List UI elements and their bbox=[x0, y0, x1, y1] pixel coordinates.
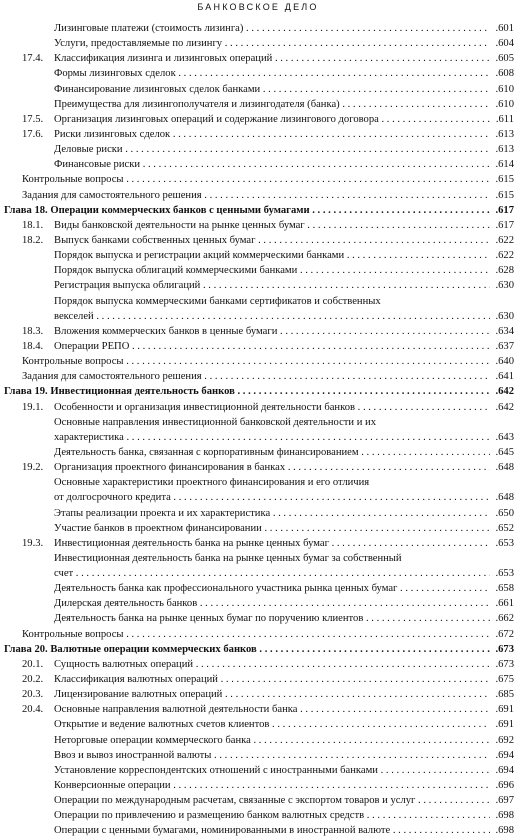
toc-entry-row bbox=[0, 748, 516, 763]
toc-section-number: 19.1. bbox=[22, 401, 44, 413]
toc-entry-title: Глава 20. Валютные операции коммерческих банков . . . bbox=[4, 642, 490, 657]
toc-page-number: .615 bbox=[490, 188, 514, 203]
toc-entry-row bbox=[0, 445, 516, 460]
toc-entry-row bbox=[0, 339, 516, 354]
toc-entry-row bbox=[0, 324, 516, 339]
toc-entry-title: Глава 19. Инвестиционная деятельность банков . . . bbox=[4, 384, 490, 399]
toc-page-number: .601 bbox=[490, 21, 514, 36]
toc-entry-title: Организация проектного финансирования в банках . . . bbox=[54, 460, 490, 475]
toc-entry-row bbox=[0, 733, 516, 748]
toc-page-number: .694 bbox=[490, 748, 514, 763]
toc-page-number: .640 bbox=[490, 354, 514, 369]
toc-page-number: .685 bbox=[490, 687, 514, 702]
toc-entry-row bbox=[0, 172, 516, 187]
toc-entry-row bbox=[0, 142, 516, 157]
toc-entry-row bbox=[0, 430, 516, 445]
toc-page-number: .653 bbox=[490, 536, 514, 551]
toc-entry-row bbox=[0, 672, 516, 687]
toc-chapter-row bbox=[0, 384, 516, 399]
toc-entry-row bbox=[0, 793, 516, 808]
toc-section-number: 17.5. bbox=[22, 113, 44, 125]
toc-page-number: .691 bbox=[490, 717, 514, 732]
toc-entry-title: Основные характеристики проектного финансирования и его отличия bbox=[54, 477, 370, 489]
toc-entry-title: Этапы реализации проекта и их характеристика . . . bbox=[54, 506, 490, 521]
toc-entry-row bbox=[0, 778, 516, 793]
toc-entry-title: Классификация лизинга и лизинговых операций . . . bbox=[54, 51, 490, 66]
toc-chapter-row bbox=[0, 642, 516, 657]
toc-entry-row bbox=[0, 763, 516, 778]
toc-section-number: 20.3. bbox=[22, 689, 44, 701]
toc-section-number: 20.2. bbox=[22, 674, 44, 686]
toc-entry-title: Финансовые риски . . . bbox=[54, 157, 490, 172]
toc-entry-title: Лицензирование валютных операций . . . bbox=[54, 687, 490, 702]
toc-entry-row bbox=[0, 354, 516, 369]
toc-entry-row bbox=[0, 611, 516, 626]
toc-entry-title: Преимущества для лизингополучателя и лизингодателя (банка) . . . bbox=[54, 97, 490, 112]
toc-entry-title: Вложения коммерческих банков в ценные бумаги . . . bbox=[54, 324, 490, 339]
toc-entry-title: Операции РЕПО . . . bbox=[54, 339, 490, 354]
toc-entry-row bbox=[0, 248, 516, 263]
toc-entry-title: Дилерская деятельность банков . . . bbox=[54, 596, 490, 611]
toc-entry-title: Глава 18. Операции коммерческих банков с ценными бумагами . . . bbox=[4, 203, 490, 218]
toc-page-number: .696 bbox=[490, 778, 514, 793]
toc-page-number: .611 bbox=[490, 112, 514, 127]
toc-section-number: 17.4. bbox=[22, 53, 44, 65]
toc-entry-title: Участие банков в проектном финансировании . . . bbox=[54, 521, 490, 536]
toc-page-number: .648 bbox=[490, 490, 514, 505]
toc-page-number: .637 bbox=[490, 339, 514, 354]
toc-entry-title: Основные направления валютной деятельности банка . . . bbox=[54, 702, 490, 717]
toc-page-number: .642 bbox=[490, 400, 514, 415]
toc-entry-title: Регистрация выпуска облигаций . . . bbox=[54, 278, 490, 293]
toc-entry-title: Задания для самостоятельного решения . . . bbox=[22, 369, 490, 384]
toc-page-number: .617 bbox=[490, 203, 514, 218]
toc-entry-title: Лизинговые платежи (стоимость лизинга) . . . bbox=[54, 21, 490, 36]
toc-entry-row bbox=[0, 627, 516, 642]
toc-page-number: .630 bbox=[490, 278, 514, 293]
toc-entry-row bbox=[0, 551, 516, 566]
toc-page-number: .658 bbox=[490, 581, 514, 596]
toc-entry-row bbox=[0, 536, 516, 551]
toc-page-number: .697 bbox=[490, 793, 514, 808]
toc-entry-title: Классификация валютных операций . . . bbox=[54, 672, 490, 687]
toc-entry-title: Деятельность банка как профессионального участника рынка ценных бумаг . . . bbox=[54, 581, 490, 596]
toc-entry-title: Открытие и ведение валютных счетов клиентов . . . bbox=[54, 717, 490, 732]
toc-page-number: .610 bbox=[490, 97, 514, 112]
toc-page-number: .642 bbox=[490, 384, 514, 399]
toc-section-number: 18.4. bbox=[22, 340, 44, 352]
toc-entry-row bbox=[0, 51, 516, 66]
toc-entry-title: счет . . . bbox=[54, 566, 490, 581]
toc-page-number: .622 bbox=[490, 248, 514, 263]
toc-entry-row bbox=[0, 475, 516, 490]
toc-entry-title: Установление корреспондентских отношений с иностранными банками . . . bbox=[54, 763, 490, 778]
toc-entry-row bbox=[0, 808, 516, 823]
toc-entry-title: Услуги, предоставляемые по лизингу . . . bbox=[54, 36, 490, 51]
toc-page-number: .622 bbox=[490, 233, 514, 248]
toc-entry-row bbox=[0, 263, 516, 278]
toc-entry-title: Операции по международным расчетам, связанные с экспортом товаров и услуг . . . bbox=[54, 793, 490, 808]
toc-section-number: 17.6. bbox=[22, 128, 44, 140]
toc-entry-row bbox=[0, 188, 516, 203]
toc-section-number: 20.4. bbox=[22, 704, 44, 716]
toc-entry-title: Деятельность банка на рынке ценных бумаг по поручению клиентов . . . bbox=[54, 611, 490, 626]
toc-section-number: 20.1. bbox=[22, 658, 44, 670]
running-header: БАНКОВСКОЕ ДЕЛО bbox=[197, 2, 319, 12]
toc-page-number: .661 bbox=[490, 596, 514, 611]
toc-entry-title: векселей . . . bbox=[54, 309, 490, 324]
toc-entry-title: Контрольные вопросы . . . bbox=[22, 172, 490, 187]
toc-entry-row bbox=[0, 506, 516, 521]
toc-entry-title: Особенности и организация инвестиционной деятельности банков . . . bbox=[54, 400, 490, 415]
toc-page-number: .673 bbox=[490, 642, 514, 657]
toc-entry-row bbox=[0, 702, 516, 717]
toc-section-number: 18.2. bbox=[22, 234, 44, 246]
toc-entry-title: Сущность валютных операций . . . bbox=[54, 657, 490, 672]
toc-page-number: .605 bbox=[490, 51, 514, 66]
toc-page-number: .608 bbox=[490, 66, 514, 81]
toc-entry-row bbox=[0, 400, 516, 415]
toc-page-number: .643 bbox=[490, 430, 514, 445]
toc-entry-row bbox=[0, 415, 516, 430]
toc-entry-row bbox=[0, 490, 516, 505]
toc-entry-row bbox=[0, 21, 516, 36]
toc-entry-title: Виды банковской деятельности на рынке ценных бумаг . . . bbox=[54, 218, 490, 233]
toc-page-number: .673 bbox=[490, 657, 514, 672]
toc-entry-row bbox=[0, 157, 516, 172]
toc-page-number: .613 bbox=[490, 127, 514, 142]
toc-entry-title: Контрольные вопросы . . . bbox=[22, 354, 490, 369]
toc-section-number: 18.1. bbox=[22, 219, 44, 231]
toc-page-number: .641 bbox=[490, 369, 514, 384]
toc-page-number: .650 bbox=[490, 506, 514, 521]
toc-entry-title: характеристика . . . bbox=[54, 430, 490, 445]
toc-entry-row bbox=[0, 521, 516, 536]
toc-entry-title: Деятельность банка, связанная с корпоративным финансированием . . . bbox=[54, 445, 490, 460]
toc-page-number: .628 bbox=[490, 263, 514, 278]
toc-entry-title: Инвестиционная деятельность банка на рынке ценных бумаг за собственный bbox=[54, 552, 402, 564]
toc-entry-row bbox=[0, 278, 516, 293]
toc-page-number: .645 bbox=[490, 445, 514, 460]
toc-entry-title: Ввоз и вывоз иностранной валюты . . . bbox=[54, 748, 490, 763]
toc-entry-row bbox=[0, 823, 516, 838]
toc-page-number: .672 bbox=[490, 627, 514, 642]
toc-entry-row bbox=[0, 66, 516, 81]
toc-entry-title: от долгосрочного кредита . . . bbox=[54, 490, 490, 505]
toc-entry-title: Порядок выпуска коммерческими банками сертификатов и собственных bbox=[54, 295, 381, 307]
toc-entry-row bbox=[0, 82, 516, 97]
toc-entry-row bbox=[0, 566, 516, 581]
toc-entry-row bbox=[0, 294, 516, 309]
toc-entry-title: Выпуск банками собственных ценных бумаг . . . bbox=[54, 233, 490, 248]
toc-entry-row bbox=[0, 596, 516, 611]
toc-entry-row bbox=[0, 36, 516, 51]
toc-entry-row bbox=[0, 127, 516, 142]
toc-entry-title: Контрольные вопросы . . . bbox=[22, 627, 490, 642]
toc-page-number: .675 bbox=[490, 672, 514, 687]
toc-entry-title: Конверсионные операции . . . bbox=[54, 778, 490, 793]
toc-entry-title: Финансирование лизинговых сделок банками . . . bbox=[54, 82, 490, 97]
toc-page-number: .630 bbox=[490, 309, 514, 324]
toc-entry-title: Порядок выпуска и регистрации акций коммерческими банками . . . bbox=[54, 248, 490, 263]
toc-entry-row bbox=[0, 369, 516, 384]
toc-page-number: .613 bbox=[490, 142, 514, 157]
toc-page-number: .648 bbox=[490, 460, 514, 475]
toc-entry-title: Операции с ценными бумагами, номинированными в иностранной валюте . . . bbox=[54, 823, 490, 838]
toc-page-number: .692 bbox=[490, 733, 514, 748]
toc-entry-title: Инвестиционная деятельность банка на рынке ценных бумаг . . . bbox=[54, 536, 490, 551]
toc-entry-title: Порядок выпуска облигаций коммерческими банками . . . bbox=[54, 263, 490, 278]
toc-page-number: .634 bbox=[490, 324, 514, 339]
toc-entry-row bbox=[0, 657, 516, 672]
toc-entry-row bbox=[0, 218, 516, 233]
toc-page-number: .698 bbox=[490, 808, 514, 823]
toc-entry-row bbox=[0, 717, 516, 732]
toc-entry-row bbox=[0, 112, 516, 127]
toc-entry-row bbox=[0, 97, 516, 112]
toc-entry-row bbox=[0, 460, 516, 475]
toc-entry-title: Риски лизинговых сделок . . . bbox=[54, 127, 490, 142]
toc-page-number: .604 bbox=[490, 36, 514, 51]
toc-page-number: .662 bbox=[490, 611, 514, 626]
toc-page-number: .691 bbox=[490, 702, 514, 717]
toc-entry-title: Организация лизинговых операций и содержание лизингового договора . . . bbox=[54, 112, 490, 127]
toc-section-number: 19.3. bbox=[22, 537, 44, 549]
toc-entry-title: Операции по привлечению и размещению банком валютных средств . . . bbox=[54, 808, 490, 823]
toc-page-number: .614 bbox=[490, 157, 514, 172]
toc-section-number: 18.3. bbox=[22, 325, 44, 337]
toc-page-number: .698 bbox=[490, 823, 514, 838]
toc-page-number: .617 bbox=[490, 218, 514, 233]
toc-entry-title: Деловые риски . . . bbox=[54, 142, 490, 157]
toc-page-number: .694 bbox=[490, 763, 514, 778]
toc-page-number: .610 bbox=[490, 82, 514, 97]
toc-entry-row bbox=[0, 233, 516, 248]
toc-page-number: .615 bbox=[490, 172, 514, 187]
toc-entry-title: Неторговые операции коммерческого банка . . . bbox=[54, 733, 490, 748]
toc-entry-row bbox=[0, 309, 516, 324]
toc-section-number: 19.2. bbox=[22, 462, 44, 474]
toc-entry-row bbox=[0, 687, 516, 702]
toc-page-number: .653 bbox=[490, 566, 514, 581]
toc-entry-row bbox=[0, 581, 516, 596]
table-of-contents bbox=[0, 21, 516, 839]
toc-entry-title: Основные направления инвестиционной банковской деятельности и их bbox=[54, 416, 377, 428]
toc-entry-title: Формы лизинговых сделок . . . bbox=[54, 66, 490, 81]
toc-page-number: .652 bbox=[490, 521, 514, 536]
toc-entry-title: Задания для самостоятельного решения . . . bbox=[22, 188, 490, 203]
toc-chapter-row bbox=[0, 203, 516, 218]
